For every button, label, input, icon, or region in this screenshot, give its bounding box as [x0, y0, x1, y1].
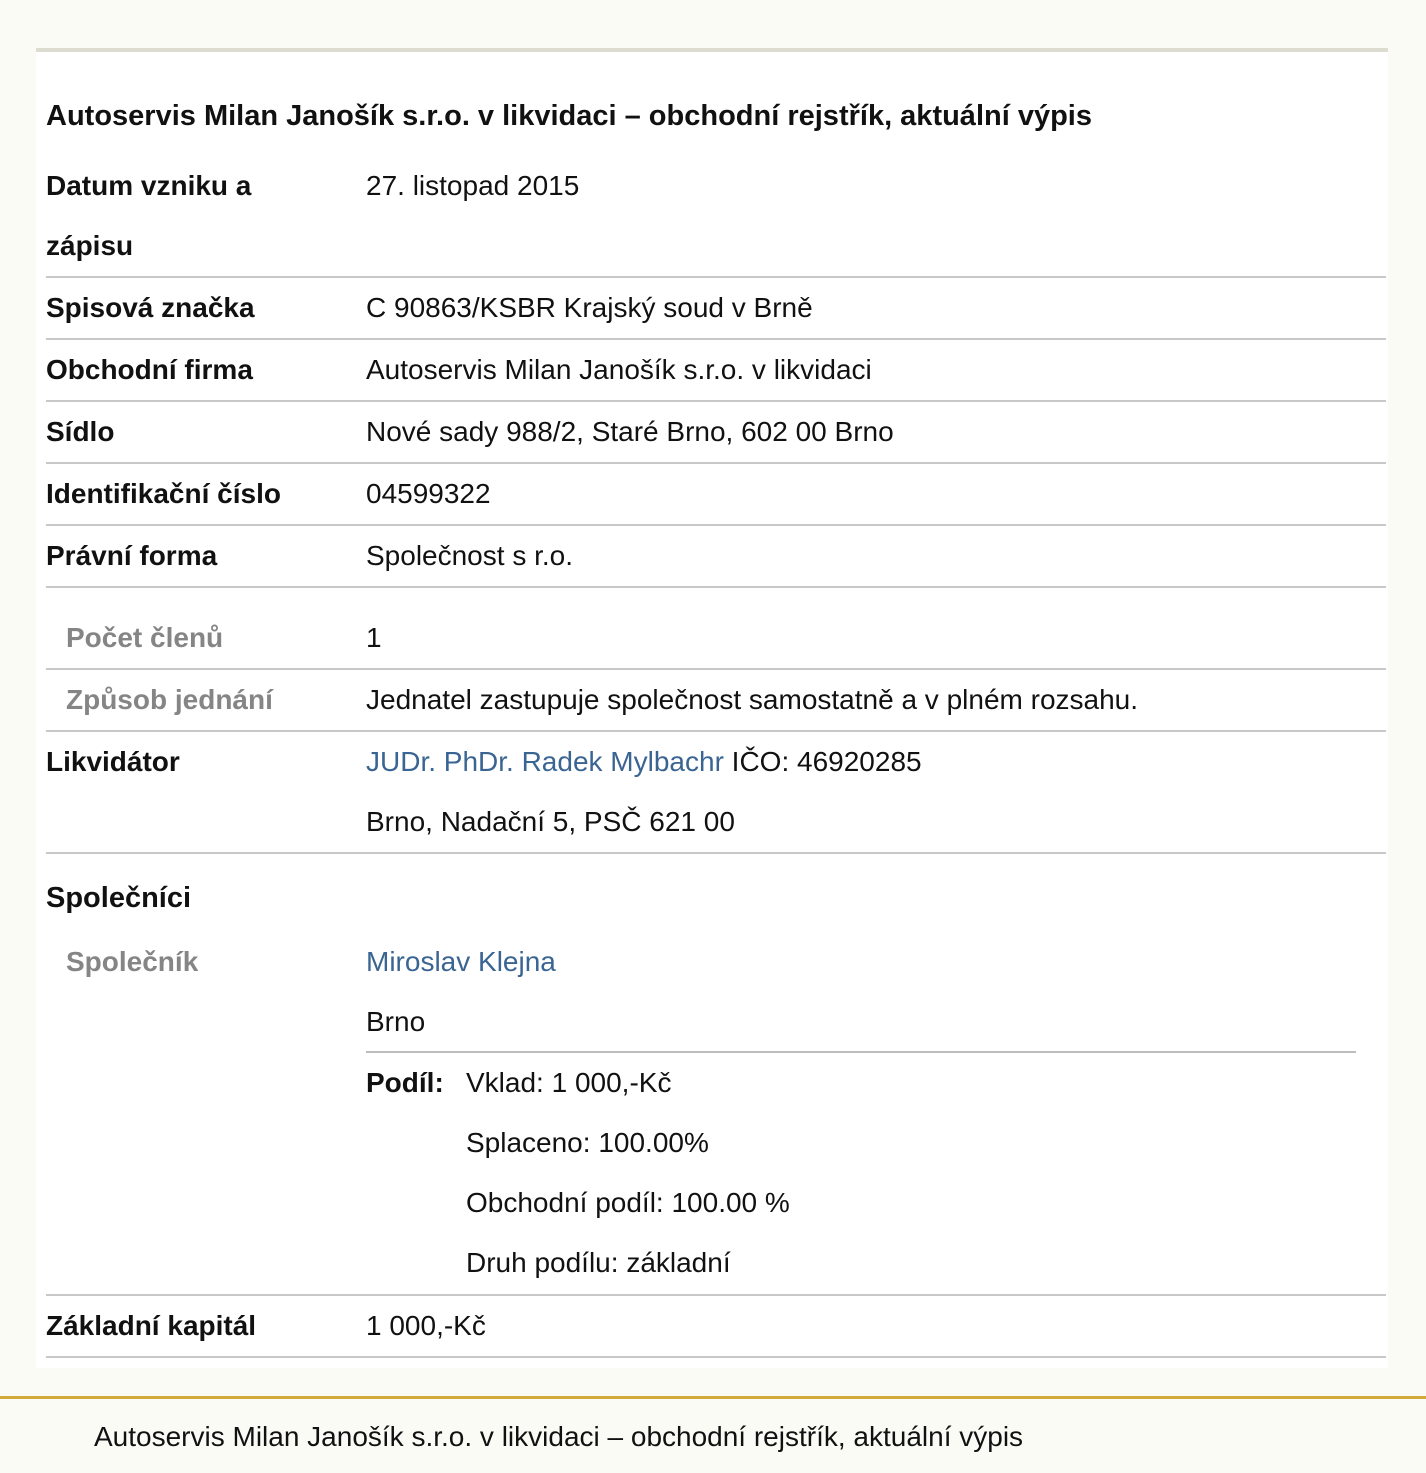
row-forma — [46, 526, 1386, 588]
value-spisova: C 90863/KSBR Krajský soud v Brně — [366, 292, 813, 323]
value-likvidator-address: Brno, Nadační 5, PSČ 621 00 — [366, 806, 735, 837]
likvidator-link[interactable]: JUDr. PhDr. Radek Mylbachr — [366, 746, 724, 777]
label-datum: Datum vzniku a zápisu — [46, 170, 252, 261]
row-firma — [46, 340, 1386, 402]
podil-label: Podíl: — [366, 1067, 444, 1098]
label-spisova: Spisová značka — [46, 292, 255, 323]
podil-druh: Druh podílu: základní — [466, 1247, 731, 1278]
register-card — [36, 48, 1388, 1368]
value-firma: Autoservis Milan Janošík s.r.o. v likvidaci — [366, 354, 872, 385]
row-pocet — [46, 588, 1386, 670]
label-spolecnik: Společník — [66, 946, 199, 977]
row-datum — [46, 156, 1386, 278]
row-ico — [46, 464, 1386, 526]
section-spolecnici: Společníci — [46, 882, 192, 914]
podil-splaceno: Splaceno: 100.00% — [466, 1127, 709, 1158]
likvidator-ico: IČO: 46920285 — [731, 746, 922, 777]
label-kapital: Základní kapitál — [46, 1310, 257, 1341]
label-firma: Obchodní firma — [46, 354, 253, 385]
label-likvidator: Likvidátor — [46, 746, 180, 777]
page-title: Autoservis Milan Janošík s.r.o. v likvidaci – obchodní rejstřík, aktuální výpis — [46, 100, 1092, 132]
podil-vklad: Vklad: 1 000,-Kč — [466, 1067, 672, 1098]
value-datum: 27. listopad 2015 — [366, 170, 580, 201]
label-sidlo: Sídlo — [46, 416, 115, 447]
row-zpusob — [46, 670, 1386, 732]
row-sidlo — [46, 402, 1386, 464]
value-sidlo: Nové sady 988/2, Staré Brno, 602 00 Brno — [366, 416, 894, 447]
spolecnik-link[interactable]: Miroslav Klejna — [366, 946, 556, 977]
value-ico: 04599322 — [366, 478, 491, 509]
value-likvidator-line1 — [366, 732, 922, 792]
spolecnik-city: Brno — [366, 1006, 426, 1037]
footer — [0, 1396, 1426, 1473]
value-zpusob: Jednatel zastupuje společnost samostatně a v plném rozsahu. — [366, 684, 1139, 715]
value-kapital: 1 000,-Kč — [366, 1310, 486, 1341]
podil-obchodni: Obchodní podíl: 100.00 % — [466, 1187, 790, 1218]
value-pocet: 1 — [366, 622, 382, 653]
footer-text: Autoservis Milan Janošík s.r.o. v likvidaci – obchodní rejstřík, aktuální výpis — [94, 1421, 1024, 1452]
label-ico: Identifikační číslo — [46, 478, 281, 509]
label-pocet: Počet členů — [66, 622, 224, 653]
value-forma: Společnost s r.o. — [366, 540, 574, 571]
label-zpusob: Způsob jednání — [66, 684, 273, 715]
row-likvidator — [46, 732, 1386, 854]
row-kapital — [46, 1296, 1386, 1358]
row-spisova — [46, 278, 1386, 340]
label-forma: Právní forma — [46, 540, 218, 571]
